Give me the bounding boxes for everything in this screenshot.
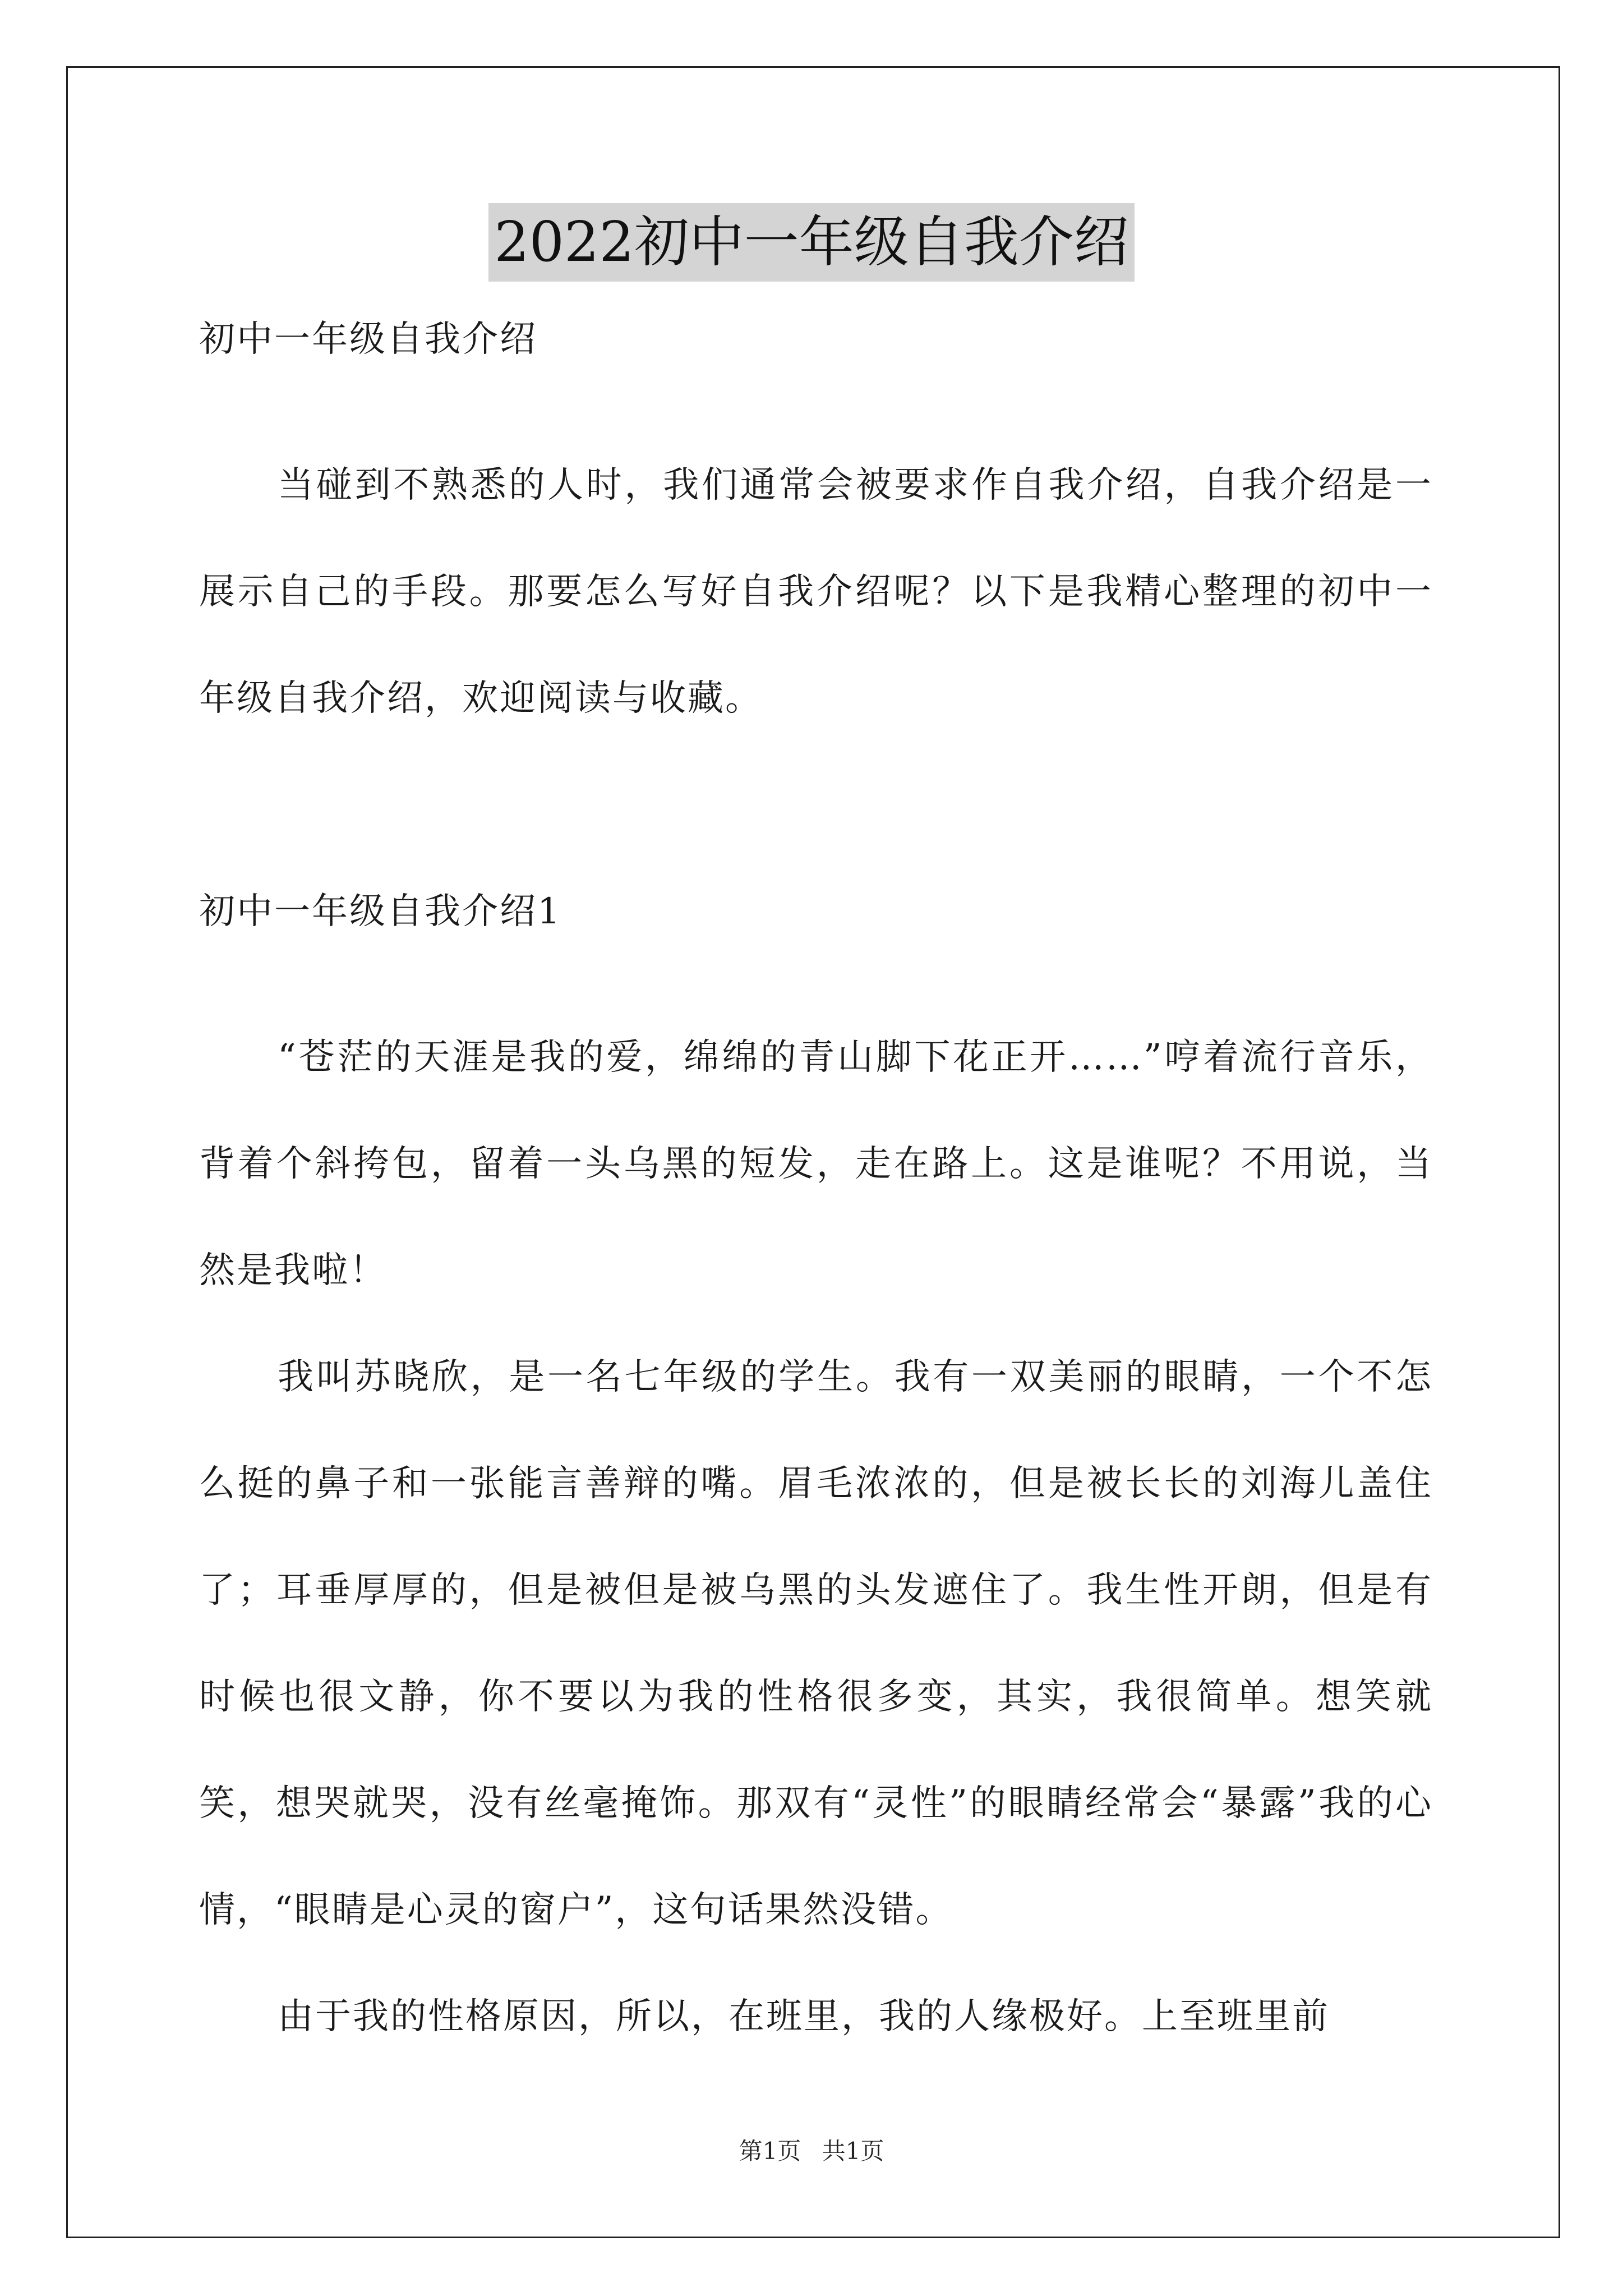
body-paragraph-1: “苍茫的天涯是我的爱，绵绵的青山脚下花正开……”哼着流行音乐，背着个斜挎包，留着一头乌黑的短发，走在路上。这是谁呢？不用说，当然是我啦！ [199, 1037, 1433, 1291]
document-title: 2022初中一年级自我介绍 [488, 203, 1134, 282]
section-heading: 初中一年级自我介绍1 [199, 891, 562, 932]
subtitle: 初中一年级自我介绍 [199, 319, 537, 360]
body-paragraph-2: 我叫苏晓欣，是一名七年级的学生。我有一双美丽的眼睛，一个不怎么挺的鼻子和一张能言善辩的嘴。眉毛浓浓的，但是被长长的刘海儿盖住了；耳垂厚厚的，但是被但是被乌黑的头发遮住了。我生性开朗，但是有时候也很文静，你不要以为我的性格很多变，其实，我很简单。想笑就笑，想哭就哭，没有丝毫掩饰。那双有“灵性”的眼睛经常会“暴露”我的心情，“眼睛是心灵的窗户”，这句话果然没错。 [199, 1356, 1433, 1931]
page-total: 共1页 [822, 2137, 884, 2165]
page-footer [0, 2134, 1623, 2168]
page-number: 第1页 [739, 2137, 801, 2165]
intro-block [199, 432, 1433, 752]
intro-paragraph: 当碰到不熟悉的人时，我们通常会被要求作自我介绍，自我介绍是一展示自己的手段。那要怎么写好自我介绍呢？以下是我精心整理的初中一年级自我介绍，欢迎阅读与收藏。 [199, 464, 1433, 719]
body-block [199, 1004, 1433, 2070]
title-container [0, 203, 1623, 282]
body-paragraph-3: 由于我的性格原因，所以，在班里，我的人缘极好。上至班里前 [278, 1996, 1330, 2037]
